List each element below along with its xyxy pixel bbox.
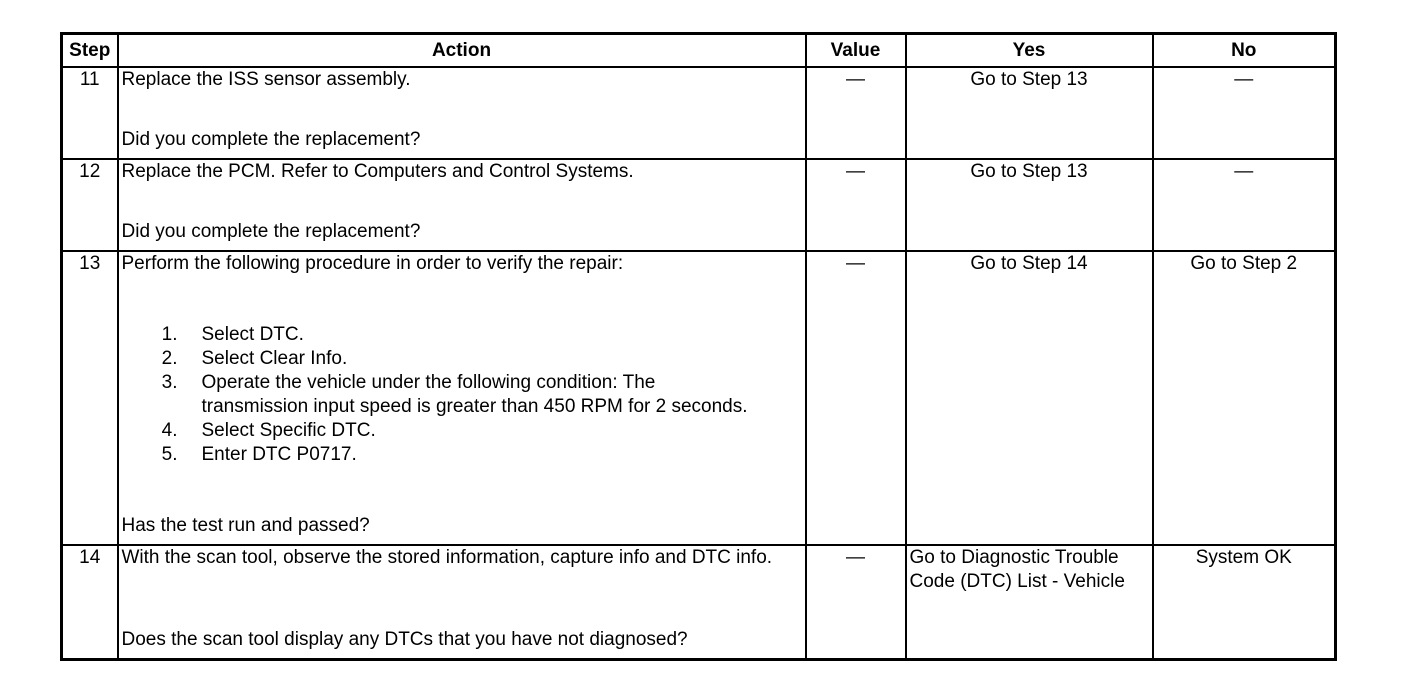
list-item: 5. Enter DTC P0717. [161, 444, 357, 465]
action-cell [118, 251, 806, 545]
step-number: 14 [62, 545, 118, 659]
yes-cell: Go to Diagnostic Trouble Code (DTC) List - Vehicle [906, 545, 1153, 659]
no-cell: Go to Step 2 [1153, 251, 1336, 545]
header-yes: Yes [906, 34, 1153, 68]
action-text: Replace the PCM. Refer to Computers and Control Systems. [121, 161, 634, 182]
step-number: 12 [62, 159, 118, 251]
list-item: 2. Select Clear Info. [161, 348, 348, 369]
action-text: Replace the ISS sensor assembly. [121, 69, 411, 90]
yes-cell: Go to Step 13 [906, 159, 1153, 251]
header-action: Action [118, 34, 806, 68]
procedure-list [122, 323, 802, 467]
action-cell [118, 67, 806, 159]
action-question: Has the test run and passed? [121, 515, 370, 536]
action-question: Does the scan tool display any DTCs that you have not diagnosed? [121, 629, 688, 650]
table-row [62, 251, 1336, 545]
table-row [62, 545, 1336, 659]
action-question: Did you complete the replacement? [121, 221, 421, 242]
action-cell [118, 545, 806, 659]
list-item: 3. Operate the vehicle under the following condition: The transmission input speed is greater than 450 RPM for 2 seconds. [161, 372, 748, 417]
step-number: 11 [62, 67, 118, 159]
no-cell: — [1153, 67, 1336, 159]
table-row [62, 67, 1336, 159]
value-cell: — [806, 159, 906, 251]
table-row [62, 159, 1336, 251]
action-cell [118, 159, 806, 251]
value-cell: — [806, 67, 906, 159]
value-cell: — [806, 545, 906, 659]
header-value: Value [806, 34, 906, 68]
no-cell: System OK [1153, 545, 1336, 659]
list-item: 4. Select Specific DTC. [161, 420, 376, 441]
list-item: 1. Select DTC. [161, 324, 304, 345]
action-text: With the scan tool, observe the stored information, capture info and DTC info. [121, 547, 773, 568]
step-number: 13 [62, 251, 118, 545]
action-text: Perform the following procedure in order to verify the repair: [121, 253, 624, 274]
yes-cell: Go to Step 14 [906, 251, 1153, 545]
value-cell: — [806, 251, 906, 545]
action-question: Did you complete the replacement? [121, 129, 421, 150]
header-row [62, 34, 1336, 68]
no-cell: — [1153, 159, 1336, 251]
diagnostic-table [60, 32, 1337, 661]
header-step: Step [62, 34, 118, 68]
yes-cell: Go to Step 13 [906, 67, 1153, 159]
header-no: No [1153, 34, 1336, 68]
